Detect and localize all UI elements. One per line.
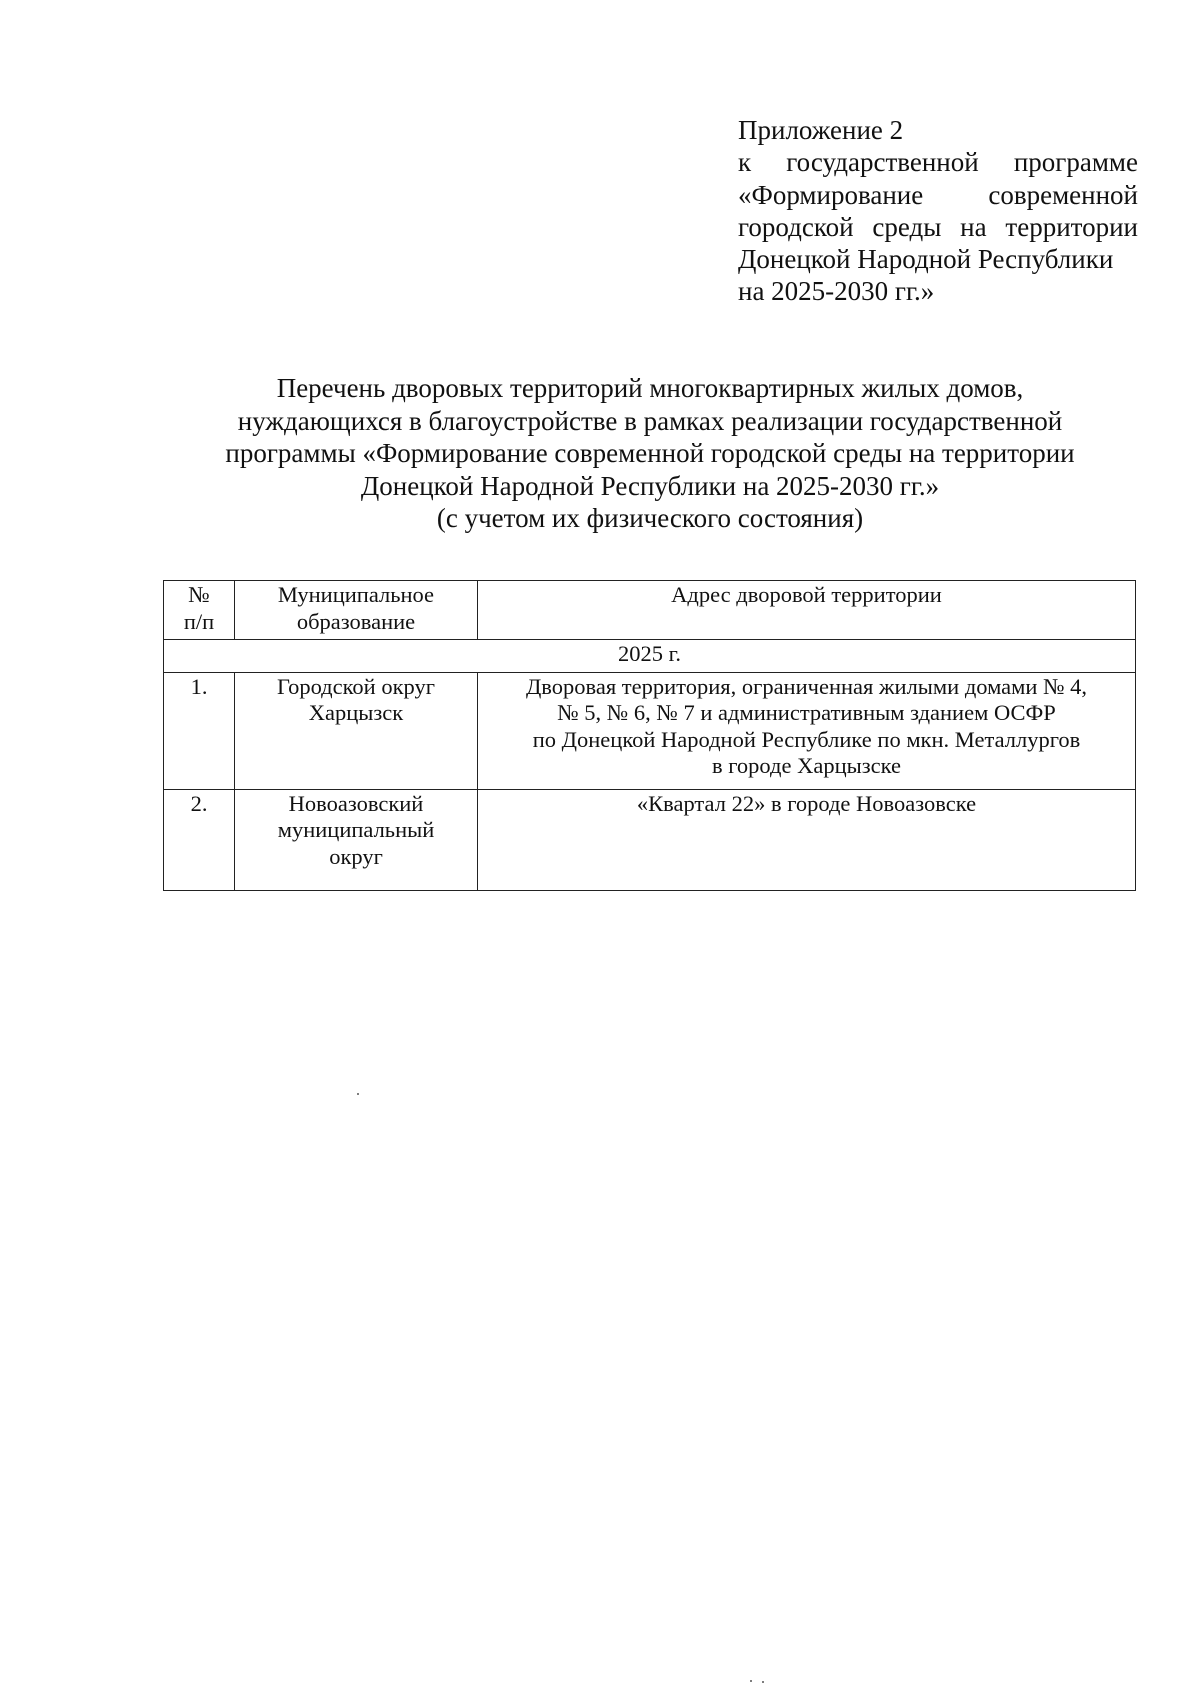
territory-table bbox=[163, 580, 1136, 891]
table-header-row bbox=[164, 581, 1136, 640]
year-group-row bbox=[164, 640, 1136, 673]
appendix-line: на 2025-2030 гг.» bbox=[738, 276, 935, 307]
appendix-line: Приложение 2 bbox=[738, 115, 904, 145]
appendix-line: городской среды на территории bbox=[738, 211, 1138, 242]
appendix-line: Донецкой Народной Республики bbox=[738, 244, 1114, 275]
title-line: программы «Формирование современной городской среды на территории bbox=[225, 438, 1075, 468]
scan-speck bbox=[762, 1681, 764, 1683]
table-row bbox=[164, 789, 1136, 890]
document-title bbox=[150, 372, 1150, 535]
scan-speck bbox=[750, 1680, 752, 1682]
header-municipality: Муниципальное образование bbox=[235, 581, 478, 640]
row-municipality: Новоазовский муниципальный округ bbox=[235, 789, 478, 890]
year-group-label: 2025 г. bbox=[164, 640, 1136, 673]
scan-speck bbox=[357, 1093, 359, 1095]
appendix-header bbox=[738, 114, 1138, 308]
appendix-line: «Формирование современной bbox=[738, 179, 1138, 210]
row-num: 1. bbox=[164, 672, 235, 789]
title-line: (с учетом их физического состояния) bbox=[436, 503, 864, 533]
row-municipality: Городской округ Харцызск bbox=[235, 672, 478, 789]
row-num: 2. bbox=[164, 789, 235, 890]
header-num: № п/п bbox=[164, 581, 235, 640]
row-address: Дворовая территория, ограниченная жилыми домами № 4, № 5, № 6, № 7 и административным зданием ОСФР по Донецкой Народной Республике по мкн. Металлургов в городе Харцызске bbox=[478, 672, 1136, 789]
table-row bbox=[164, 672, 1136, 789]
title-line: Донецкой Народной Республики на 2025-2030 гг.» bbox=[360, 470, 940, 501]
header-address: Адрес дворовой территории bbox=[478, 581, 1136, 640]
row-address: «Квартал 22» в городе Новоазовске bbox=[478, 789, 1136, 890]
title-line: нуждающихся в благоустройстве в рамках реализации государственной bbox=[237, 405, 1063, 436]
title-line: Перечень дворовых территорий многоквартирных жилых домов, bbox=[276, 373, 1024, 403]
appendix-line: к государственной программе bbox=[738, 147, 1138, 178]
